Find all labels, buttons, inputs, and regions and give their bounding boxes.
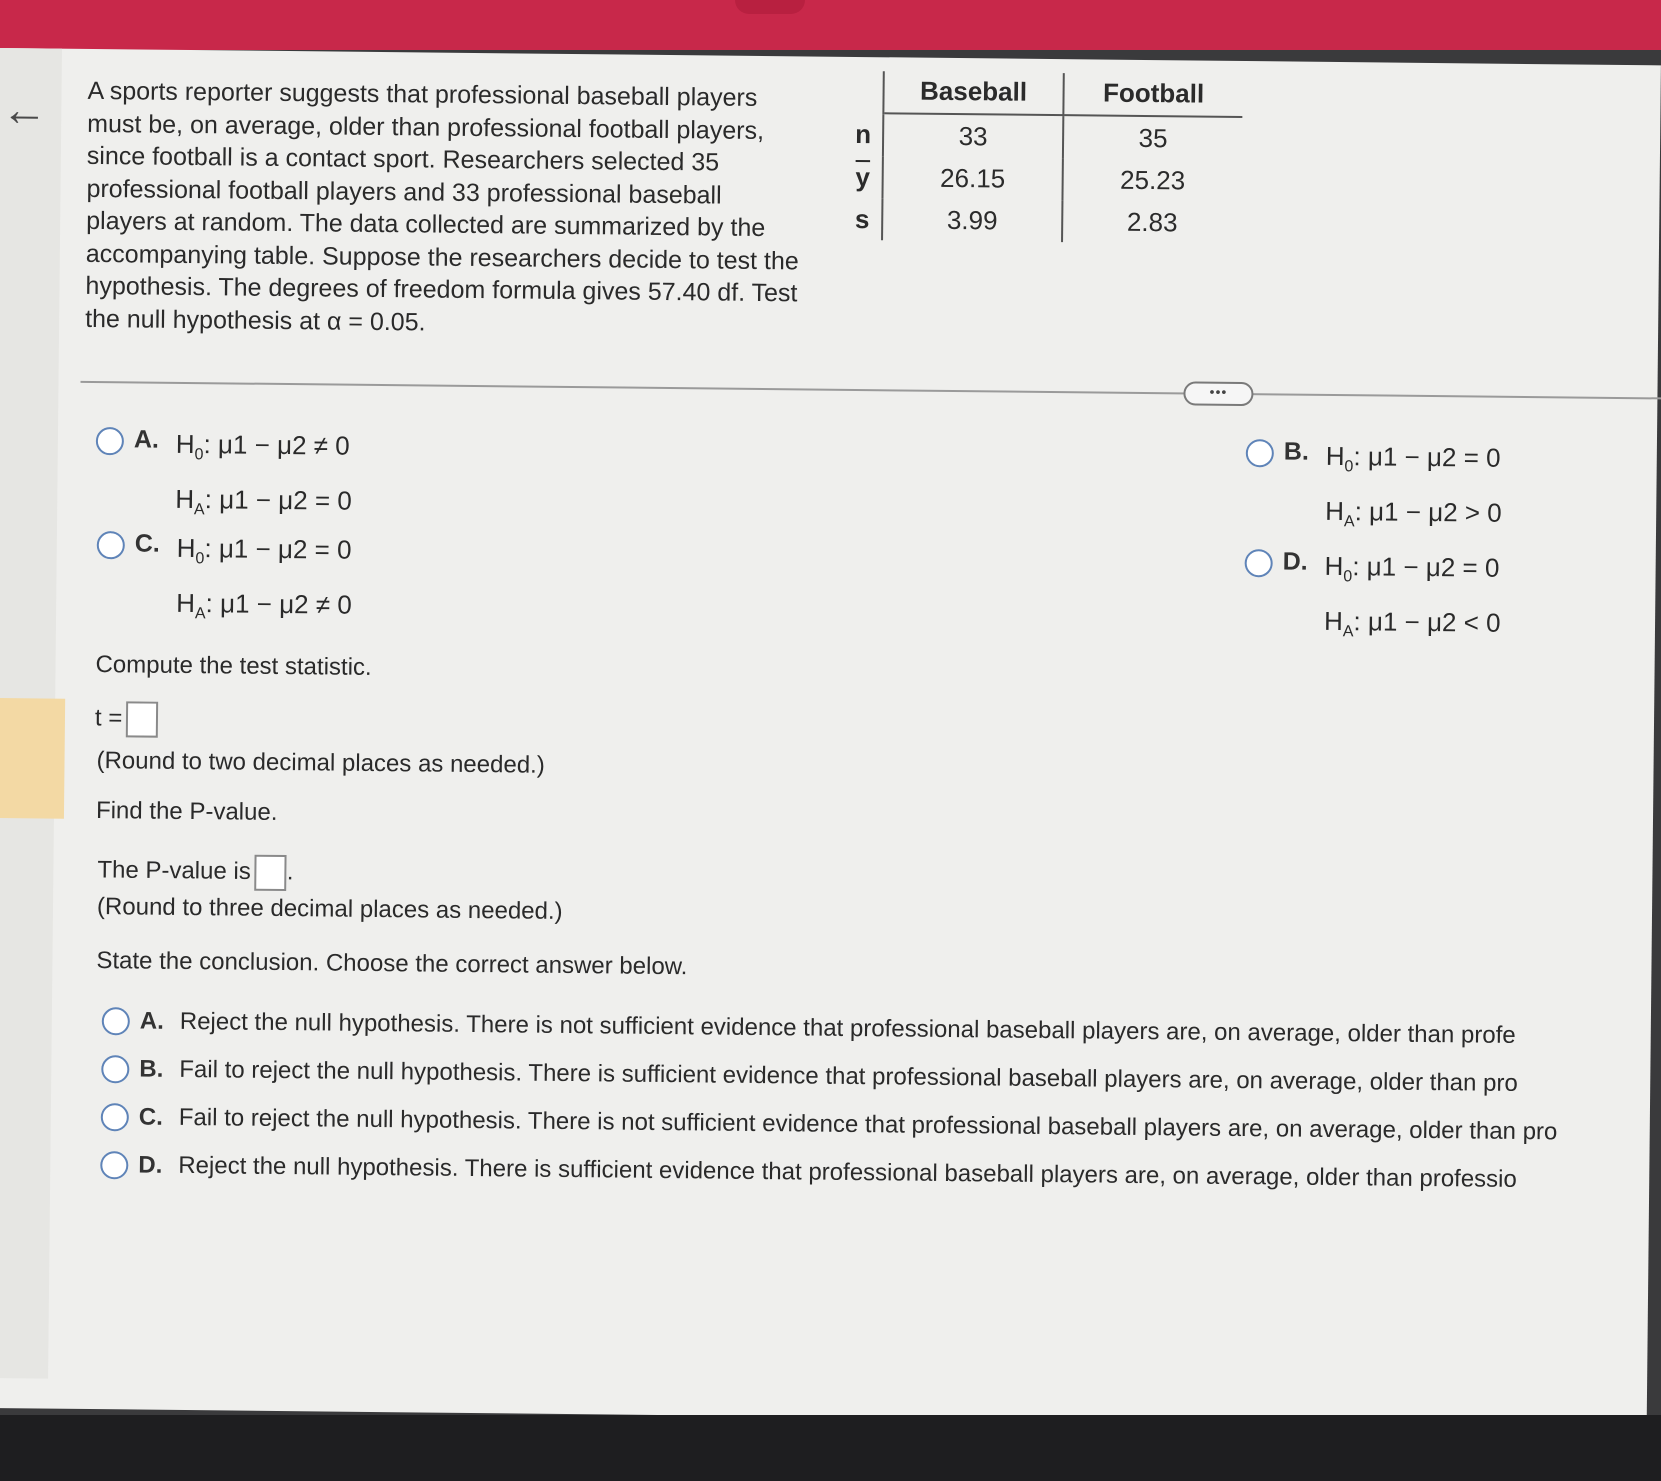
ha-subscript: A bbox=[1342, 623, 1354, 641]
h0-subscript: 0 bbox=[1343, 568, 1353, 586]
ha-expression: : μ1 − μ2 < 0 bbox=[1353, 606, 1501, 638]
table-row bbox=[843, 198, 1241, 244]
baseball-ybar: 26.15 bbox=[882, 156, 1062, 200]
conclusion-prompt: State the conclusion. Choose the correct answer below. bbox=[96, 947, 688, 981]
conclusion-text: Fail to reject the null hypothesis. There is not sufficient evidence that professional baseball players are, on average, older than pro bbox=[178, 1103, 1558, 1146]
football-n: 35 bbox=[1138, 122, 1168, 153]
p-value-label: The P-value is bbox=[97, 856, 251, 886]
row-label-n: n bbox=[844, 113, 883, 156]
option-letter: A. bbox=[139, 1007, 164, 1035]
null-hypothesis bbox=[176, 526, 352, 583]
h0-subscript: 0 bbox=[194, 446, 204, 464]
h0-expression: : μ1 − μ2 = 0 bbox=[204, 533, 352, 565]
alternative-hypothesis bbox=[1325, 489, 1502, 546]
baseball-s: 3.99 bbox=[882, 198, 1062, 242]
hypothesis-option-a[interactable] bbox=[95, 421, 353, 534]
radio-button[interactable] bbox=[101, 1103, 129, 1131]
option-letter: B. bbox=[139, 1055, 164, 1083]
t-label: t = bbox=[94, 704, 123, 732]
table-header-baseball: Baseball bbox=[883, 71, 1063, 115]
ha-label: H bbox=[1325, 496, 1345, 527]
conclusion-option-b[interactable] bbox=[101, 1055, 1518, 1098]
left-highlight-accent bbox=[0, 698, 65, 819]
option-letter: B. bbox=[1283, 437, 1309, 466]
option-letter: A. bbox=[133, 425, 160, 454]
data-summary-table bbox=[843, 71, 1243, 244]
baseball-n: 33 bbox=[883, 113, 1063, 158]
ha-expression: : μ1 − μ2 ≠ 0 bbox=[205, 588, 352, 620]
null-hypothesis bbox=[1325, 434, 1502, 491]
football-ybar: 25.23 bbox=[1119, 164, 1186, 195]
hypothesis-pair bbox=[175, 422, 353, 534]
section-divider bbox=[80, 381, 1661, 400]
h0-label: H bbox=[1325, 440, 1345, 472]
alternative-hypothesis bbox=[1324, 599, 1501, 656]
conclusion-text: Fail to reject the null hypothesis. There is sufficient evidence that professional baseball players are, on average, older than pro bbox=[179, 1055, 1518, 1097]
radio-button[interactable] bbox=[96, 427, 124, 455]
ha-subscript: A bbox=[193, 501, 205, 519]
h0-expression: : μ1 − μ2 ≠ 0 bbox=[203, 429, 350, 461]
find-p-prompt: Find the P-value. bbox=[95, 797, 278, 826]
h0-subscript: 0 bbox=[195, 550, 205, 568]
t-round-note: (Round to two decimal places as needed.) bbox=[96, 747, 545, 779]
hypothesis-option-d[interactable] bbox=[1244, 543, 1502, 656]
compute-prompt: Compute the test statistic. bbox=[95, 651, 372, 681]
h0-label: H bbox=[175, 428, 195, 460]
null-hypothesis bbox=[1324, 544, 1501, 601]
alternative-hypothesis bbox=[176, 581, 352, 638]
row-label-s: s bbox=[843, 198, 882, 240]
browser-top-bar bbox=[0, 0, 1661, 50]
conclusion-text: Reject the null hypothesis. There is sufficient evidence that professional baseball players are, on average, older than professio bbox=[178, 1151, 1517, 1193]
question-page bbox=[0, 48, 1661, 1425]
option-letter: D. bbox=[1282, 547, 1308, 576]
p-value-row bbox=[97, 853, 293, 891]
camera-notch bbox=[735, 0, 805, 14]
conclusion-option-a[interactable] bbox=[102, 1007, 1516, 1050]
table-header-football: Football bbox=[1063, 73, 1242, 117]
ha-expression: : μ1 − μ2 = 0 bbox=[204, 484, 352, 516]
football-s: 2.83 bbox=[1126, 206, 1178, 237]
ha-expression: : μ1 − μ2 > 0 bbox=[1354, 496, 1502, 528]
hypothesis-option-c[interactable] bbox=[96, 525, 353, 638]
h0-subscript: 0 bbox=[1344, 458, 1354, 476]
p-value-period: . bbox=[286, 858, 294, 886]
screen-bottom-bezel bbox=[0, 1415, 1661, 1481]
option-letter: C. bbox=[134, 529, 160, 558]
option-letter: D. bbox=[138, 1151, 163, 1179]
hypothesis-pair bbox=[1325, 434, 1503, 546]
table-row bbox=[843, 156, 1241, 202]
ha-label: H bbox=[175, 484, 195, 515]
ha-label: H bbox=[176, 588, 196, 619]
conclusion-text: Reject the null hypothesis. There is not sufficient evidence that professional baseball players are, on average, older than profe bbox=[179, 1007, 1516, 1049]
conclusion-option-c[interactable] bbox=[101, 1103, 1558, 1146]
h0-label: H bbox=[176, 532, 196, 564]
ha-label: H bbox=[1323, 606, 1344, 637]
table-header-row bbox=[844, 71, 1242, 117]
table-corner-cell bbox=[844, 71, 883, 113]
radio-button[interactable] bbox=[102, 1007, 130, 1035]
hypothesis-pair bbox=[1324, 544, 1502, 656]
problem-statement: A sports reporter suggests that professional baseball players must be, on average, older than professional football players, since football is a contact sport. Researchers selected 35 professional football players and 33 professional baseball players at random. The data collected are summarized by the accompanying table. Suppose the researchers decide to test the hypothesis. The degrees of freedom formula gives 57.40 df. Test the null hypothesis at α = 0.05. bbox=[85, 76, 799, 336]
hypothesis-option-b[interactable] bbox=[1245, 433, 1503, 546]
radio-button[interactable] bbox=[100, 1151, 128, 1179]
p-value-input[interactable] bbox=[255, 855, 287, 891]
h0-expression: : μ1 − μ2 = 0 bbox=[1353, 441, 1501, 473]
radio-button[interactable] bbox=[101, 1055, 129, 1083]
h0-expression: : μ1 − μ2 = 0 bbox=[1352, 551, 1500, 583]
t-statistic-input[interactable] bbox=[126, 701, 158, 737]
radio-button[interactable] bbox=[1245, 549, 1273, 577]
conclusion-option-d[interactable] bbox=[100, 1151, 1517, 1194]
more-options-button[interactable]: ••• bbox=[1183, 381, 1253, 406]
table-row bbox=[844, 113, 1242, 160]
radio-button[interactable] bbox=[97, 531, 125, 559]
ha-subscript: A bbox=[194, 605, 206, 623]
ha-subscript: A bbox=[1343, 513, 1355, 531]
null-hypothesis bbox=[176, 422, 353, 479]
hypothesis-pair bbox=[176, 526, 353, 638]
radio-button[interactable] bbox=[1246, 439, 1274, 467]
row-label-ybar: $\overline{y}$ bbox=[843, 156, 882, 198]
back-arrow-icon[interactable]: ← bbox=[1, 83, 48, 136]
h0-label: H bbox=[1324, 550, 1344, 582]
t-statistic-row bbox=[95, 701, 159, 738]
option-letter: C. bbox=[138, 1103, 163, 1131]
p-round-note: (Round to three decimal places as needed.) bbox=[96, 893, 563, 925]
